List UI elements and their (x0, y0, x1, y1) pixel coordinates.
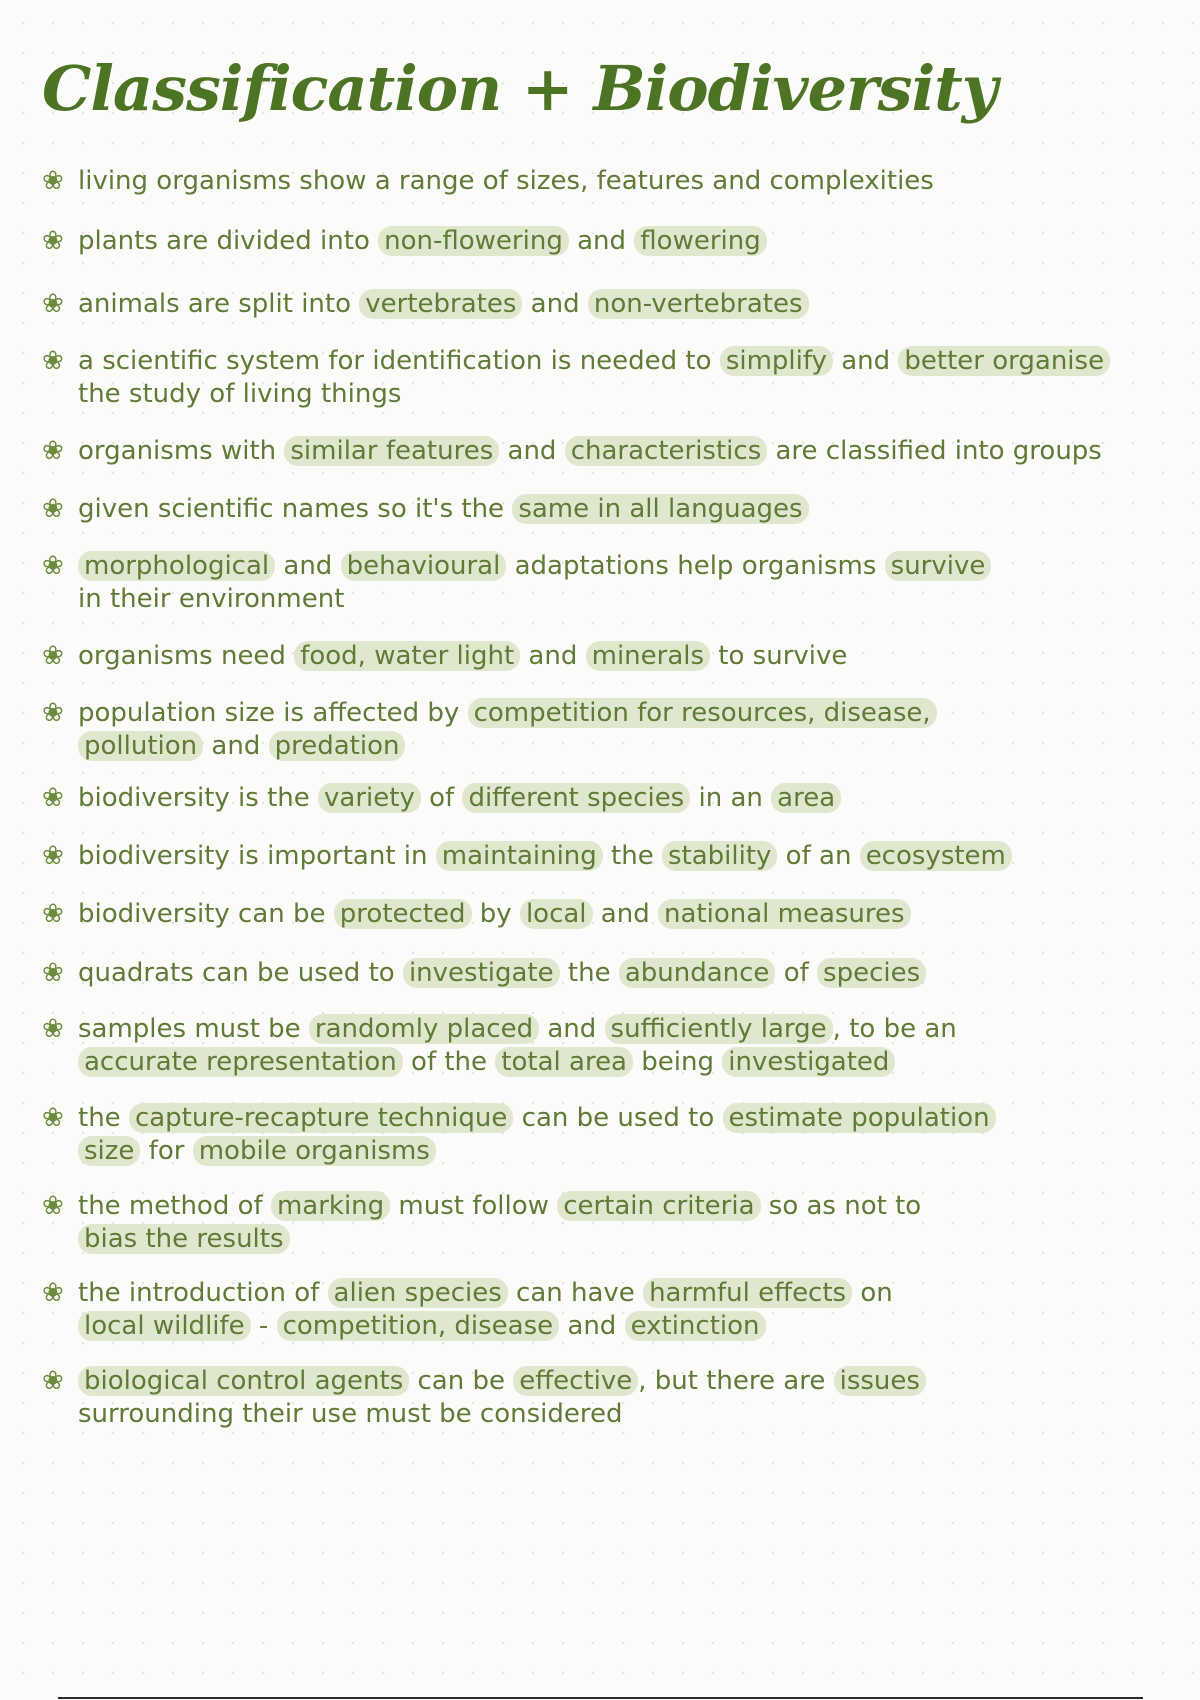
note-text: biodiversity is the (78, 783, 319, 813)
highlighted-term: local wildlife (78, 1311, 251, 1341)
note-line (42, 840, 1180, 873)
note-text: , but there are (638, 1366, 834, 1396)
note-line (42, 898, 1180, 931)
note-line (42, 1135, 1180, 1168)
note-item (42, 898, 1180, 931)
highlighted-term: better organise (898, 346, 1110, 376)
note-text: , to be an (832, 1014, 957, 1044)
note-line (42, 1046, 1180, 1079)
flower-icon: ❀ (42, 783, 64, 813)
highlighted-term: vertebrates (359, 289, 522, 319)
highlighted-term: protected (334, 899, 472, 929)
note-line (42, 550, 1180, 583)
note-line (42, 493, 1180, 526)
note-line (42, 782, 1180, 815)
highlighted-term: randomly placed (309, 1014, 539, 1044)
note-line (42, 1013, 1180, 1046)
note-text: adaptations help organisms (506, 551, 885, 581)
highlighted-term: competition for resources, disease, (468, 698, 937, 728)
highlighted-term: survive (885, 551, 992, 581)
highlighted-term: non-flowering (378, 226, 569, 256)
bottom-rule (58, 1697, 1143, 1699)
note-line (42, 1190, 1180, 1223)
highlighted-term: alien species (328, 1278, 508, 1308)
flower-icon: ❀ (42, 226, 64, 256)
highlighted-term: behavioural (341, 551, 507, 581)
note-text: in their environment (78, 584, 345, 614)
flower-icon: ❀ (42, 641, 64, 671)
note-text: so as not to (760, 1191, 922, 1221)
flower-icon: ❀ (42, 1278, 64, 1308)
note-text: of (420, 783, 463, 813)
note-line (42, 345, 1180, 378)
note-text: and (522, 289, 588, 319)
note-item (42, 1365, 1180, 1431)
note-item (42, 1277, 1180, 1343)
flower-icon: ❀ (42, 494, 64, 524)
highlighted-term: simplify (720, 346, 833, 376)
note-text: animals are split into (78, 289, 360, 319)
note-text: of the (402, 1047, 496, 1077)
highlighted-term: local (520, 899, 593, 929)
note-text: the method of (78, 1191, 271, 1221)
highlighted-term: abundance (619, 958, 776, 988)
note-text: and (559, 1311, 625, 1341)
note-item (42, 493, 1180, 526)
note-line (42, 730, 1180, 763)
flower-icon: ❀ (42, 346, 64, 376)
highlighted-term: investigated (722, 1047, 895, 1077)
note-text: by (471, 899, 520, 929)
flower-icon: ❀ (42, 551, 64, 581)
note-line (42, 697, 1180, 730)
note-item (42, 225, 1180, 258)
highlighted-term: morphological (78, 551, 275, 581)
note-text: organisms need (78, 641, 295, 671)
note-line (42, 288, 1180, 321)
note-text: biodiversity is important in (78, 841, 436, 871)
highlighted-term: similar features (284, 436, 499, 466)
flower-icon: ❀ (42, 841, 64, 871)
note-text: and (832, 346, 899, 376)
note-text: of (775, 958, 818, 988)
note-line (42, 640, 1180, 673)
highlighted-term: extinction (625, 1311, 766, 1341)
note-line (42, 225, 1180, 258)
note-item (42, 1013, 1180, 1079)
highlighted-term: total area (495, 1047, 633, 1077)
flower-icon: ❀ (42, 899, 64, 929)
highlighted-term: size (78, 1136, 140, 1166)
note-item (42, 640, 1180, 673)
highlighted-term: effective (513, 1366, 638, 1396)
highlighted-term: certain criteria (557, 1191, 760, 1221)
highlighted-term: ecosystem (860, 841, 1012, 871)
note-item (42, 1102, 1180, 1168)
highlighted-term: area (771, 783, 841, 813)
note-text: and (568, 226, 635, 256)
flower-icon: ❀ (42, 1366, 64, 1396)
note-text: for (140, 1136, 193, 1166)
note-item (42, 345, 1180, 411)
note-line (42, 1398, 1180, 1431)
highlighted-term: competition, disease (277, 1311, 560, 1341)
note-text: living organisms show a range of sizes, features and complexities (78, 166, 934, 196)
note-text: are classified into groups (767, 436, 1102, 466)
flower-icon: ❀ (42, 1014, 64, 1044)
highlighted-term: pollution (78, 731, 203, 761)
note-text: samples must be (78, 1014, 309, 1044)
highlighted-term: food, water light (294, 641, 520, 671)
note-line (42, 378, 1180, 411)
note-text: quadrats can be used to (78, 958, 403, 988)
note-line (42, 1102, 1180, 1135)
highlighted-term: species (817, 958, 926, 988)
flower-icon: ❀ (42, 166, 64, 196)
note-line (42, 1365, 1180, 1398)
note-text: being (633, 1047, 723, 1077)
highlighted-term: variety (318, 783, 421, 813)
note-text: the (78, 1103, 129, 1133)
highlighted-term: flowering (634, 226, 766, 256)
highlighted-term: harmful effects (643, 1278, 852, 1308)
note-text: can be (409, 1366, 514, 1396)
note-line (42, 583, 1180, 616)
flower-icon: ❀ (42, 289, 64, 319)
note-text: biodiversity can be (78, 899, 334, 929)
highlighted-term: accurate representation (78, 1047, 403, 1077)
note-line (42, 435, 1180, 468)
note-item (42, 550, 1180, 616)
note-text: to survive (710, 641, 848, 671)
highlighted-term: maintaining (436, 841, 603, 871)
note-text: the study of living things (78, 379, 402, 409)
note-text: and (539, 1014, 605, 1044)
note-text: and (592, 899, 658, 929)
highlighted-term: biological control agents (78, 1366, 409, 1396)
note-text: - (250, 1311, 277, 1341)
note-text: and (499, 436, 565, 466)
highlighted-term: sufficiently large (605, 1014, 833, 1044)
flower-icon: ❀ (42, 1103, 64, 1133)
note-item (42, 697, 1180, 763)
note-text: given scientific names so it's the (78, 494, 513, 524)
highlighted-term: minerals (586, 641, 710, 671)
flower-icon: ❀ (42, 958, 64, 988)
highlighted-term: same in all languages (512, 494, 808, 524)
note-text: surrounding their use must be considered (78, 1399, 623, 1429)
note-text: the (559, 958, 619, 988)
flower-icon: ❀ (42, 698, 64, 728)
note-line (42, 957, 1180, 990)
note-text: plants are divided into (78, 226, 379, 256)
note-item (42, 288, 1180, 321)
note-text: a scientific system for identification is needed to (78, 346, 720, 376)
highlighted-term: characteristics (565, 436, 768, 466)
note-item (42, 957, 1180, 990)
highlighted-term: marking (271, 1191, 390, 1221)
flower-icon: ❀ (42, 1191, 64, 1221)
highlighted-term: mobile organisms (193, 1136, 436, 1166)
note-text: of an (777, 841, 860, 871)
highlighted-term: investigate (403, 958, 560, 988)
highlighted-term: stability (662, 841, 777, 871)
note-text: can be used to (513, 1103, 723, 1133)
highlighted-term: bias the results (78, 1224, 290, 1254)
note-item (42, 782, 1180, 815)
note-item (42, 165, 1180, 198)
highlighted-term: issues (834, 1366, 926, 1396)
note-item (42, 435, 1180, 468)
note-text: on (852, 1278, 893, 1308)
highlighted-term: national measures (658, 899, 911, 929)
note-line (42, 1223, 1180, 1256)
highlighted-term: estimate population (723, 1103, 996, 1133)
note-item (42, 1190, 1180, 1256)
flower-icon: ❀ (42, 436, 64, 466)
note-text: the introduction of (78, 1278, 328, 1308)
note-text: organisms with (78, 436, 285, 466)
note-text: in an (690, 783, 772, 813)
note-text: the (602, 841, 662, 871)
highlighted-term: non-vertebrates (588, 289, 809, 319)
note-item (42, 840, 1180, 873)
note-text: and (520, 641, 586, 671)
note-line (42, 1277, 1180, 1310)
note-line (42, 165, 1180, 198)
note-text: must follow (390, 1191, 558, 1221)
note-text: and (275, 551, 341, 581)
highlighted-term: capture-recapture technique (129, 1103, 513, 1133)
note-text: population size is affected by (78, 698, 468, 728)
note-line (42, 1310, 1180, 1343)
highlighted-term: predation (269, 731, 406, 761)
note-text: and (203, 731, 269, 761)
highlighted-term: different species (462, 783, 690, 813)
note-text: can have (507, 1278, 644, 1308)
page-title: Classification + Biodiversity (42, 52, 997, 125)
